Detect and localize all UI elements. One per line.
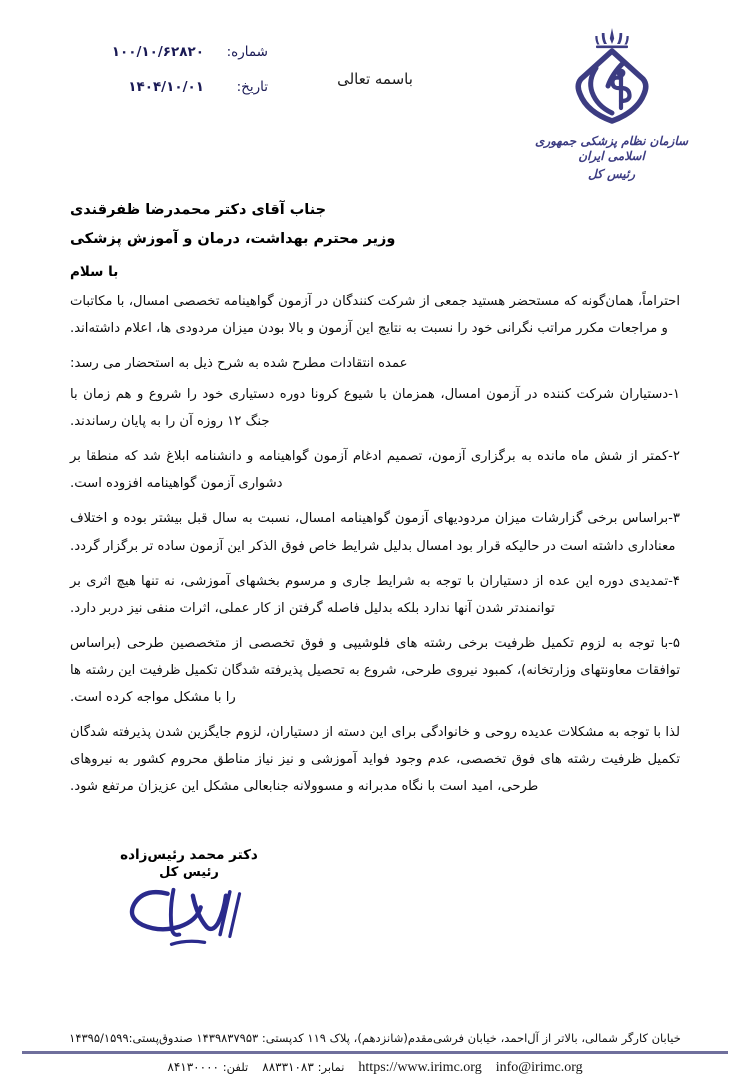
document-number-row [58,44,268,61]
addressee-name: جناب آقای دکتر محمدرضا ظفرقندی [70,202,327,218]
signatory-name: دکتر محمد رئیس‌زاده [120,847,258,863]
footer-fax [262,1060,344,1074]
letter-footer [0,1031,750,1080]
footer-email[interactable]: info@irimc.org [495,1060,583,1075]
criticism-point-5: ۵-با توجه به لزوم تکمیل ظرفیت برخی رشته های فلوشیپی و فوق تخصصی از متخصصین طرحی (براساس توافقات معاونتهای وزارتخانه)، کمبود نیروی طرحی، شروع به تحصیل پذیرفته شدگان تکمیل ظرفیت این رشته ها را با مشکل مواجه کرده است. [70,635,680,705]
criticism-point-4: ۴-تمدیدی دوره این عده از دستیاران با توجه به شرایط جاری و مرسوم بخشهای آموزشی، نه تنها هیچ اثری بر توانمندتر شدن آنها ندارد بلکه بدلیل فاصله گرفتن از کار عملی، اثرات منفی نیز دربر دارد. [70,573,680,616]
addressee-title: وزیر محترم بهداشت، درمان و آموزش پزشکی [70,231,396,247]
organization-logo-block [519,24,704,181]
footer-fax-value: ۸۸۳۳۱۰۸۳ [262,1060,314,1074]
document-number-label: شماره: [226,44,268,60]
document-date-value: ۱۴۰۴/۱۰/۰۱ [128,79,204,95]
footer-phone-value: ۸۴۱۳۰۰۰۰ [167,1060,219,1074]
letter-header [0,0,750,196]
footer-phone [167,1060,248,1074]
opening-paragraph: احتراماً، همان‌گونه که مستحضر هستید جمعی از شرکت کنندگان در آزمون گواهینامه تخصصی امسال، با مکاتبات و مراجعات مکرر مراتب نگرانی خود را نسبت به نتایج این آزمون و بالا بودن میزان مردودی ها، اعلام داشته‌اند. [70,294,680,337]
salutation: با سلام [70,264,119,280]
footer-fax-label: نمابر: [317,1060,345,1074]
criticism-point-3: ۳-براساس برخی گزارشات میزان مردودیهای آزمون گواهینامه امسال، نسبت به سال قبل بیشتر بوده و اختلاف معناداری داشته است در حالیکه قرار بود امسال بدلیل شرایط خاص فوق الذکر این آزمون ساده تر برگزار گردد. [70,511,680,554]
criticism-point-1: ۱-دستیاران شرکت کننده در آزمون امسال، همزمان با شیوع کرونا دوره دستیاری خود را شروع و هم زمان با جنگ ۱۲ روزه آن را به پایان رساندند. [70,387,680,430]
organization-name: سازمان نظام پزشکی جمهوری اسلامی ایران [534,134,689,163]
basmala-text: باسمه تعالی [337,70,413,88]
footer-website[interactable]: https://www.irimc.org [358,1060,482,1075]
document-number-value: ۱۰۰/۱۰/۶۲۸۲۰ [111,44,204,60]
footer-address: خیابان کارگر شمالی، بالاتر از آل‌احمد، خیابان فرشی‌مقدم(شانزدهم)، پلاک ۱۱۹ کدپستی: ۱۴۳۹۸۳۷۹۵۳ صندوق‌پستی:۱۴۳۹۵/۱۵۹۹ [69,1031,681,1045]
organization-role: رئیس کل [587,167,636,181]
signature-block [74,846,304,958]
footer-phone-label: تلفن: [222,1060,249,1074]
footer-contact-row [0,1054,750,1076]
criticism-point-2: ۲-کمتر از شش ماه مانده به برگزاری آزمون، تصمیم ادغام آزمون گواهینامه و دانشنامه ابلاغ شد که منطقا بر دشواری آزمون گواهینامه افزوده است. [70,449,680,492]
closing-paragraph: لذا با توجه به مشکلات عدیده روحی و خانوادگی برای این دسته از دستیاران، لزوم جایگزین شدن پذیرفته شدگان تکمیل ظرفیت رشته های فوق تخصصی، عدم وجود فواید آموزشی و نیز نیاز مناطق محروم کشور به نیروهای طرحی، امید است با نگاه مدبرانه و مسوولانه جنابعالی مشکل این عزیزان مرتفع شود. [70,724,680,794]
criticisms-intro: عمده انتقادات مطرح شده به شرح ذیل به استحضار می رسد: [70,356,408,372]
signatory-title: رئیس کل [159,865,219,881]
addressee-block [70,196,680,254]
handwritten-signature-icon [109,884,269,954]
iran-medical-council-emblem-icon [552,24,672,132]
letter-body [70,264,680,800]
document-date-label: تاریخ: [236,79,268,95]
